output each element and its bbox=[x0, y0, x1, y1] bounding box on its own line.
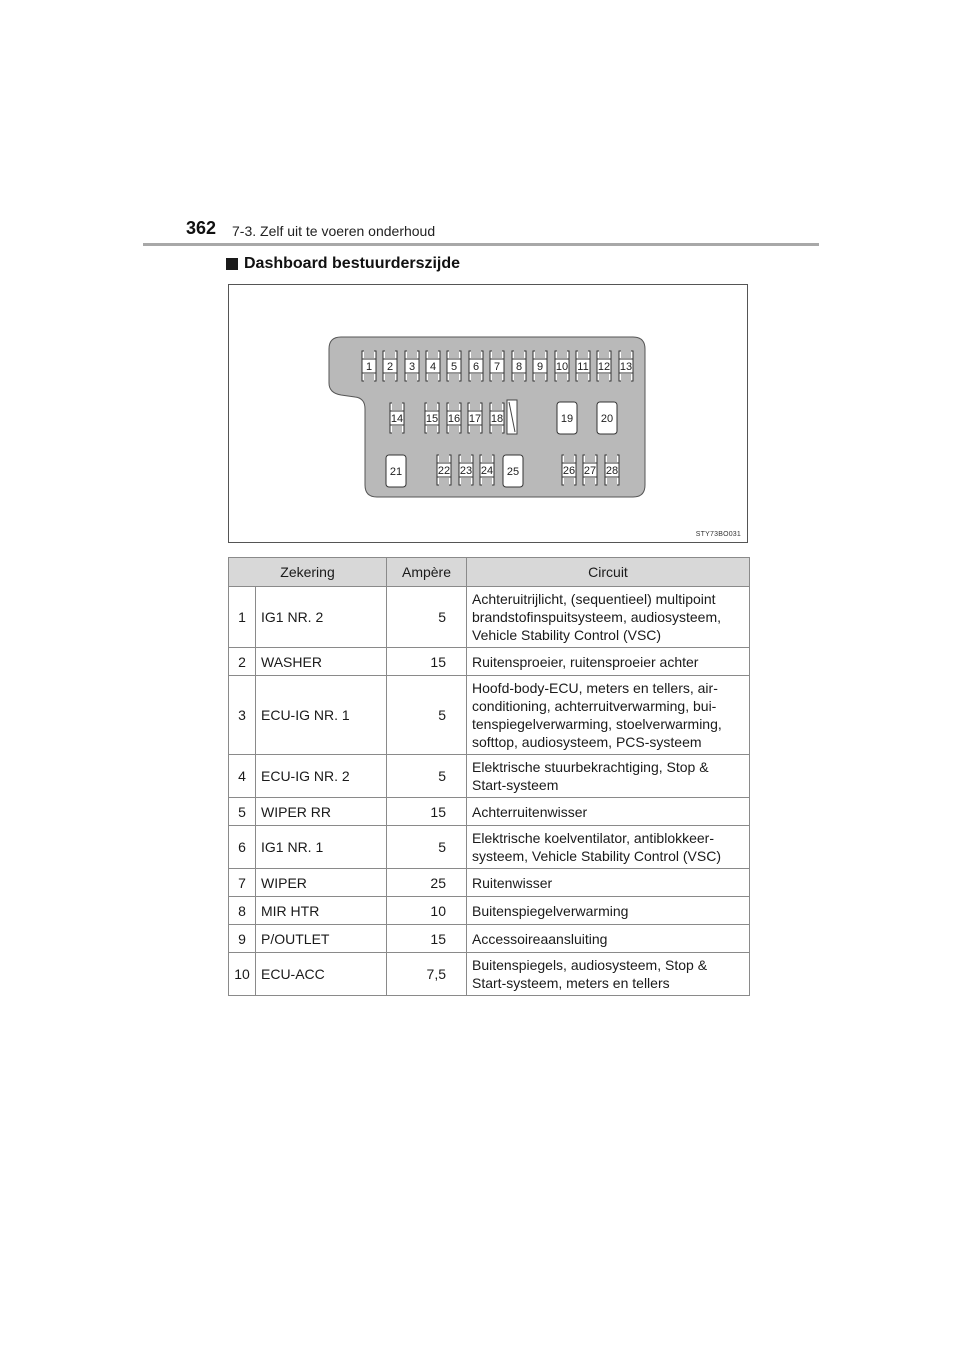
fuse-circuit: Achteruitrijlicht, (sequentieel) multipoint brandstofinspuitsysteem, audiosysteem, Vehicle Stability Control (VSC) bbox=[467, 587, 750, 648]
fuse-number: 1 bbox=[229, 587, 256, 648]
fuse-label: 22 bbox=[437, 465, 451, 477]
figure-code: STY73BO031 bbox=[695, 531, 741, 538]
fuse-label: 28 bbox=[605, 465, 619, 477]
table-row bbox=[229, 953, 750, 996]
fuse-label: 12 bbox=[597, 361, 611, 373]
fuse-slot-24 bbox=[480, 454, 494, 486]
fuse-slot-21 bbox=[386, 455, 406, 487]
fuse-ampere: 15 bbox=[387, 925, 467, 953]
fuse-label: 6 bbox=[472, 361, 480, 373]
fuse-label: 9 bbox=[536, 361, 544, 373]
fuse-slot-11 bbox=[576, 350, 590, 382]
fuse-number: 3 bbox=[229, 676, 256, 755]
fuse-label: 5 bbox=[450, 361, 458, 373]
empty-fuse-slot bbox=[507, 400, 517, 434]
fuse-slot-25 bbox=[503, 455, 523, 487]
table-header-row bbox=[229, 558, 750, 587]
fuse-slot-23 bbox=[459, 454, 473, 486]
fuse-slot-20 bbox=[597, 402, 617, 434]
fuse-ampere: 15 bbox=[387, 798, 467, 826]
fuse-label: 4 bbox=[429, 361, 437, 373]
fuse-circuit: Ruitensproeier, ruitensproeier achter bbox=[467, 648, 750, 676]
fuse-name: WIPER RR bbox=[256, 798, 387, 826]
fuse-circuit: Elektrische koelventilator, antiblokkeer-systeem, Vehicle Stability Control (VSC) bbox=[467, 826, 750, 869]
fuse-label: 16 bbox=[447, 413, 461, 425]
fuse-name: MIR HTR bbox=[256, 897, 387, 925]
fuse-label: 17 bbox=[468, 413, 482, 425]
section-heading bbox=[226, 255, 460, 273]
table-row bbox=[229, 676, 750, 755]
fuse-circuit: Hoofd-body-ECU, meters en tellers, air-conditioning, achterruitverwarming, bui-tenspiegelverwarming, stoelverwarming, softtop, audiosysteem, PCS-systeem bbox=[467, 676, 750, 755]
fuse-slot-3 bbox=[405, 350, 419, 382]
fuse-slot-15 bbox=[425, 402, 439, 434]
fuse-label: 1 bbox=[365, 361, 373, 373]
fuse-number: 4 bbox=[229, 755, 256, 798]
fuse-circuit: Buitenspiegels, audiosysteem, Stop & Start-systeem, meters en tellers bbox=[467, 953, 750, 996]
fuse-slot-18 bbox=[490, 402, 504, 434]
fuse-ampere: 5 bbox=[387, 826, 467, 869]
fuse-label: 26 bbox=[562, 465, 576, 477]
fuse-label: 20 bbox=[600, 413, 614, 425]
table-row bbox=[229, 587, 750, 648]
fuse-ampere: 15 bbox=[387, 648, 467, 676]
table-row bbox=[229, 755, 750, 798]
fuse-label: 10 bbox=[555, 361, 569, 373]
fuse-ampere: 25 bbox=[387, 869, 467, 897]
table-row bbox=[229, 826, 750, 869]
fuse-label: 3 bbox=[408, 361, 416, 373]
fuse-slot-5 bbox=[447, 350, 461, 382]
page-number: 362 bbox=[186, 218, 217, 238]
fuse-slot-9 bbox=[533, 350, 547, 382]
table-row bbox=[229, 925, 750, 953]
header-ampere: Ampère bbox=[387, 558, 467, 587]
section-title: Dashboard bestuurderszijde bbox=[244, 255, 461, 272]
fuse-slot-28 bbox=[605, 454, 619, 486]
fuse-label: 8 bbox=[515, 361, 523, 373]
chapter-title: 7-3. Zelf uit te voeren onderhoud bbox=[232, 223, 436, 239]
fuse-circuit: Ruitenwisser bbox=[467, 869, 750, 897]
fuse-slot-14 bbox=[390, 402, 404, 434]
fuse-name: IG1 NR. 1 bbox=[256, 826, 387, 869]
fuse-label: 7 bbox=[493, 361, 501, 373]
fuse-slot-22 bbox=[437, 454, 451, 486]
fuse-ampere: 7,5 bbox=[387, 953, 467, 996]
fuse-slot-27 bbox=[583, 454, 597, 486]
fuse-circuit: Elektrische stuurbekrachtiging, Stop & Start-systeem bbox=[467, 755, 750, 798]
fuse-slot-16 bbox=[447, 402, 461, 434]
table-row bbox=[229, 648, 750, 676]
fuse-slot-26 bbox=[562, 454, 576, 486]
fuse-name: ECU-IG NR. 2 bbox=[256, 755, 387, 798]
header-circuit: Circuit bbox=[467, 558, 750, 587]
square-bullet-icon bbox=[226, 258, 238, 270]
fuse-name: IG1 NR. 2 bbox=[256, 587, 387, 648]
fuse-label: 27 bbox=[583, 465, 597, 477]
fuse-label: 23 bbox=[459, 465, 473, 477]
fuse-number: 8 bbox=[229, 897, 256, 925]
fuse-circuit: Achterruitenwisser bbox=[467, 798, 750, 826]
fuse-name: ECU-ACC bbox=[256, 953, 387, 996]
fuse-box-diagram bbox=[228, 284, 748, 543]
fuse-slot-13 bbox=[619, 350, 633, 382]
fuse-name: WIPER bbox=[256, 869, 387, 897]
table-row bbox=[229, 869, 750, 897]
header-zekering: Zekering bbox=[229, 558, 387, 587]
fuse-slot-4 bbox=[426, 350, 440, 382]
fuse-label: 2 bbox=[386, 361, 394, 373]
fuse-number: 6 bbox=[229, 826, 256, 869]
fuse-number: 7 bbox=[229, 869, 256, 897]
fuse-ampere: 5 bbox=[387, 755, 467, 798]
fuse-table bbox=[228, 557, 750, 996]
header-divider bbox=[143, 243, 819, 246]
fuse-circuit: Accessoireaansluiting bbox=[467, 925, 750, 953]
fuse-number: 10 bbox=[229, 953, 256, 996]
fuse-number: 2 bbox=[229, 648, 256, 676]
fuse-label: 13 bbox=[619, 361, 633, 373]
fuse-label: 19 bbox=[560, 413, 574, 425]
fuse-label: 15 bbox=[425, 413, 439, 425]
fuse-slot-7 bbox=[490, 350, 504, 382]
fuse-slot-1 bbox=[362, 350, 376, 382]
fuse-ampere: 5 bbox=[387, 676, 467, 755]
fuse-label: 24 bbox=[480, 465, 494, 477]
table-row bbox=[229, 798, 750, 826]
fuse-circuit: Buitenspiegelverwarming bbox=[467, 897, 750, 925]
fuse-name: WASHER bbox=[256, 648, 387, 676]
fuse-box-svg bbox=[229, 285, 749, 544]
fuse-slot-19 bbox=[557, 402, 577, 434]
fuse-name: P/OUTLET bbox=[256, 925, 387, 953]
fuse-label: 25 bbox=[506, 466, 520, 478]
fuse-label: 18 bbox=[490, 413, 504, 425]
fuse-ampere: 5 bbox=[387, 587, 467, 648]
fuse-number: 5 bbox=[229, 798, 256, 826]
fuse-label: 14 bbox=[390, 413, 404, 425]
fuse-slot-12 bbox=[597, 350, 611, 382]
fuse-slot-2 bbox=[383, 350, 397, 382]
fuse-slot-17 bbox=[468, 402, 482, 434]
fuse-slot-6 bbox=[469, 350, 483, 382]
fuse-label: 11 bbox=[577, 361, 589, 373]
fuse-label: 21 bbox=[389, 466, 403, 478]
table-row bbox=[229, 897, 750, 925]
fuse-slot-8 bbox=[512, 350, 526, 382]
fuse-ampere: 10 bbox=[387, 897, 467, 925]
fuse-slot-10 bbox=[555, 350, 569, 382]
fuse-name: ECU-IG NR. 1 bbox=[256, 676, 387, 755]
fuse-number: 9 bbox=[229, 925, 256, 953]
